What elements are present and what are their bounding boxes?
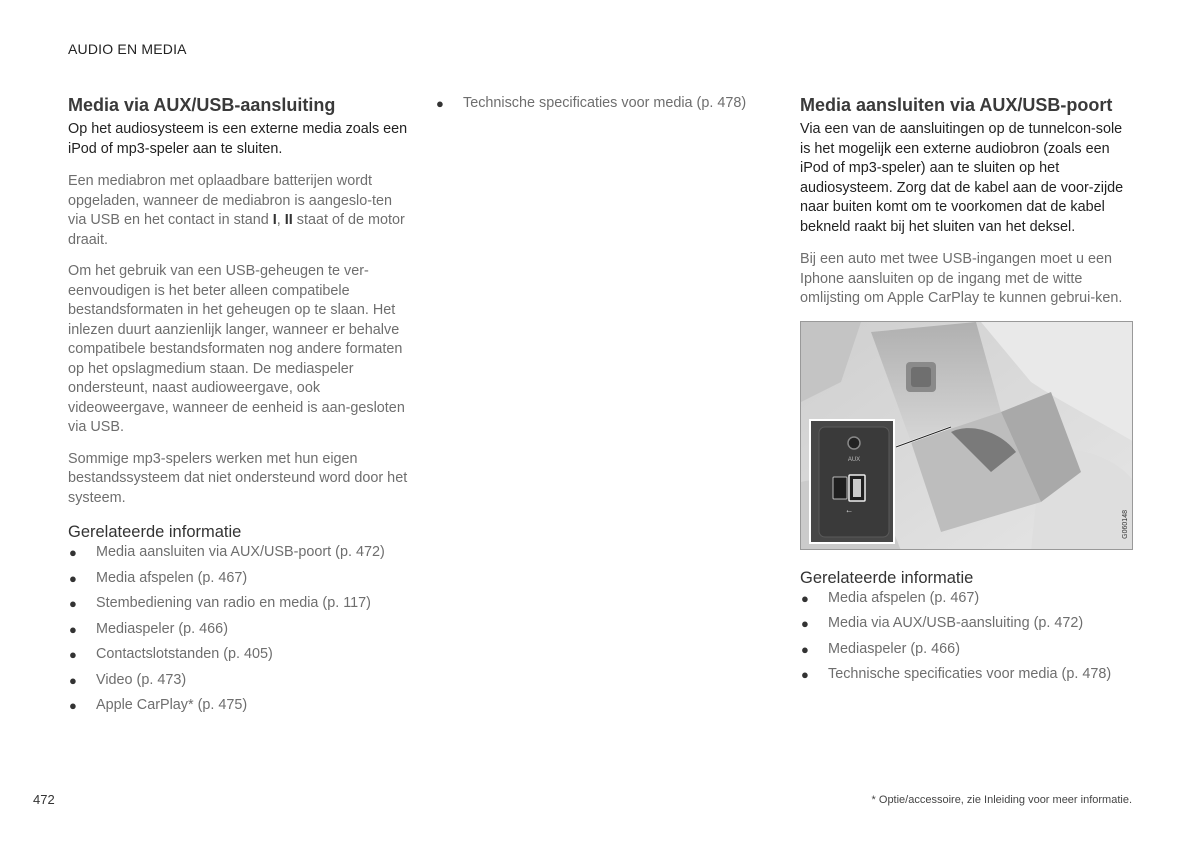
related-link[interactable]: ● Technische specificaties voor media (p. 478) bbox=[800, 665, 1135, 685]
svg-text:⭠: ⭠ bbox=[846, 507, 852, 515]
bullet-icon: ● bbox=[69, 596, 77, 611]
bullet-icon: ● bbox=[801, 616, 809, 631]
right-paragraph-1: Bij een auto met twee USB-ingangen moet u een Iphone aansluiten op de ingang met de witte omlijsting om Apple CarPlay te kunnen gebrui-ken. bbox=[800, 251, 1123, 306]
left-lead-paragraph: Op het audiosysteem is een externe media zoals een iPod of mp3-speler aan te sluiten. bbox=[68, 121, 408, 157]
left-related-list bbox=[68, 543, 408, 716]
right-related-title: Gerelateerde informatie bbox=[800, 568, 974, 587]
related-link[interactable]: ● Technische specificaties voor media (p. 478) bbox=[435, 94, 775, 114]
bullet-icon: ● bbox=[69, 545, 77, 560]
left-paragraph-3: Sommige mp3-spelers werken met hun eigen bestandssysteem dat niet ondersteund word door het systeem. bbox=[68, 450, 408, 506]
bullet-icon: ● bbox=[436, 96, 444, 111]
bullet-icon: ● bbox=[69, 672, 77, 688]
usb-port-icon bbox=[811, 421, 893, 542]
left-column bbox=[68, 94, 408, 722]
left-section-title: Media via AUX/USB-aansluiting bbox=[68, 95, 336, 115]
bullet-icon: ● bbox=[801, 667, 809, 682]
related-link[interactable]: ● Mediaspeler (p. 466) bbox=[800, 640, 1135, 660]
related-link[interactable]: ● Media via AUX/USB-aansluiting (p. 472) bbox=[800, 614, 1135, 634]
footnote: * Optie/accessoire, zie Inleiding voor meer informatie. bbox=[871, 794, 1132, 806]
middle-column bbox=[435, 94, 775, 120]
bullet-icon: ● bbox=[801, 641, 809, 657]
middle-related-list bbox=[435, 94, 775, 114]
related-link[interactable]: ● Media aansluiten via AUX/USB-poort (p. 472) bbox=[68, 543, 408, 563]
related-link[interactable]: ● Contactslotstanden (p. 405) bbox=[68, 645, 408, 665]
left-paragraph-1: Een mediabron met oplaadbare batterijen wordt opgeladen, wanneer de mediabron is aangeslo-ten via USB en het contact in stand I, II staat of de motor draait. bbox=[68, 173, 405, 248]
image-code: G060148 bbox=[1122, 509, 1129, 539]
section-header: AUDIO EN MEDIA bbox=[68, 41, 187, 57]
bullet-icon: ● bbox=[69, 570, 77, 586]
usb-aux-inset bbox=[809, 419, 895, 544]
bullet-icon: ● bbox=[69, 621, 77, 637]
related-link[interactable]: ● Stembediening van radio en media (p. 117) bbox=[68, 594, 408, 614]
related-link[interactable]: ● Video (p. 473) bbox=[68, 671, 408, 691]
left-paragraph-2: Om het gebruik van een USB-geheugen te ver-eenvoudigen is het beter alleen compatibele bestandsformaten in het geheugen op te slaan. Het inlezen duurt aanzienlijk langer, wanneer er behalve compatibele bestandsformaten nog andere formaten op het opslagmedium staan. De mediaspeler ondersteunt, naast audioweergave, ook videoweergave, wanneer de eenheid is aan-gesloten via USB. bbox=[68, 263, 405, 435]
related-link[interactable]: ● Apple CarPlay* (p. 475) bbox=[68, 696, 408, 716]
left-related-title: Gerelateerde informatie bbox=[68, 523, 242, 541]
right-column bbox=[800, 94, 1135, 691]
bullet-icon: ● bbox=[801, 590, 809, 606]
aux-label: AUX bbox=[847, 456, 861, 463]
related-link[interactable]: ● Media afspelen (p. 467) bbox=[800, 589, 1135, 609]
related-link[interactable]: ● Mediaspeler (p. 466) bbox=[68, 620, 408, 640]
right-section-title: Media aansluiten via AUX/USB-poort bbox=[800, 95, 1113, 115]
bullet-icon: ● bbox=[69, 647, 77, 662]
tunnel-console-illustration bbox=[800, 321, 1133, 550]
related-link[interactable]: ● Media afspelen (p. 467) bbox=[68, 569, 408, 589]
right-lead-paragraph: Via een van de aansluitingen op de tunnelcon-sole is het mogelijk een externe audiobron (zoals een iPod of mp3-speler) aan te sluiten op het audiosysteem. Zorg dat de kabel aan de voor-zijde naar buiten komt om te voorkomen dat de kabel bekneld raakt bij het sluiten van het deksel. bbox=[800, 121, 1124, 235]
bullet-icon: ● bbox=[69, 698, 77, 713]
page-number: 472 bbox=[33, 792, 55, 807]
right-related-list bbox=[800, 589, 1135, 685]
